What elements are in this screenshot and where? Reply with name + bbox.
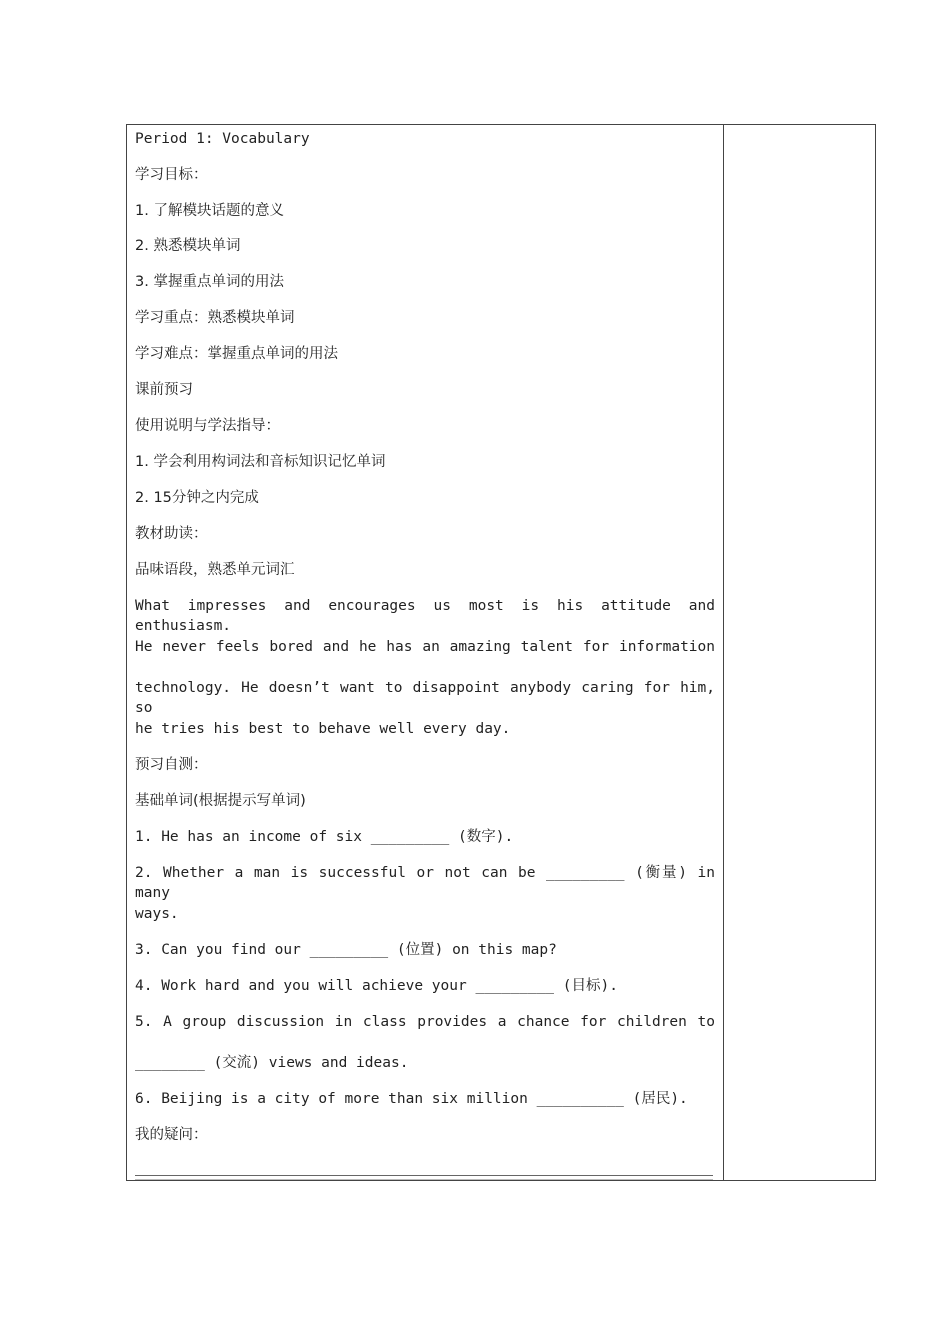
preview-heading: 课前预习 — [135, 382, 193, 398]
notes-column — [724, 125, 876, 1180]
objective-3: 3. 掌握重点单词的用法 — [135, 274, 284, 290]
passage-line-4: he tries his best to behave well every day. — [135, 721, 511, 737]
answer-line — [135, 1175, 713, 1176]
exercise-6: 6. Beijing is a city of more than six million __________ (居民). — [135, 1091, 688, 1107]
exercise-5-line-2: ________ (交流) views and ideas. — [135, 1055, 409, 1071]
objective-2: 2. 熟悉模块单词 — [135, 238, 241, 254]
exercise-2-line-2: ways. — [135, 906, 179, 922]
period-title: Period 1: Vocabulary — [135, 131, 310, 147]
my-questions-heading: 我的疑问： — [135, 1127, 208, 1143]
passage-line-1: What impresses and encourages us most is his attitude and enthusiasm. — [135, 598, 715, 634]
instruction-1: 1. 学会利用构词法和音标知识记忆单词 — [135, 454, 386, 470]
passage-line-3: technology. He doesn’t want to disappoint anybody caring for him, so — [135, 680, 715, 716]
answer-line-shadow — [135, 1179, 713, 1180]
exercise-3: 3. Can you find our _________ (位置) on this map? — [135, 942, 557, 958]
reading-aid-heading: 教材助读： — [135, 526, 208, 542]
difficult-point: 学习难点：掌握重点单词的用法 — [135, 346, 338, 362]
objectives-heading: 学习目标： — [135, 167, 208, 183]
key-point: 学习重点：熟悉模块单词 — [135, 310, 295, 326]
exercise-1: 1. He has an income of six _________ (数字). — [135, 829, 514, 845]
reading-aid-note: 品味语段，熟悉单元词汇 — [135, 562, 295, 578]
instructions-heading: 使用说明与学法指导： — [135, 418, 280, 434]
content-column — [127, 125, 724, 1180]
objective-1: 1. 了解模块话题的意义 — [135, 203, 284, 219]
exercise-4: 4. Work hard and you will achieve your _________ (目标). — [135, 978, 618, 994]
exercise-5-line-1: 5. A group discussion in class provides a chance for children to — [135, 1014, 715, 1030]
exercise-2-line-1: 2. Whether a man is successful or not can be _________ (衡量) in many — [135, 865, 715, 901]
self-test-heading: 预习自测： — [135, 757, 208, 773]
worksheet-table — [126, 124, 876, 1181]
passage-line-2: He never feels bored and he has an amazing talent for information — [135, 639, 715, 655]
instruction-2: 2. 15分钟之内完成 — [135, 490, 259, 506]
basic-words-heading: 基础单词(根据提示写单词) — [135, 793, 306, 809]
